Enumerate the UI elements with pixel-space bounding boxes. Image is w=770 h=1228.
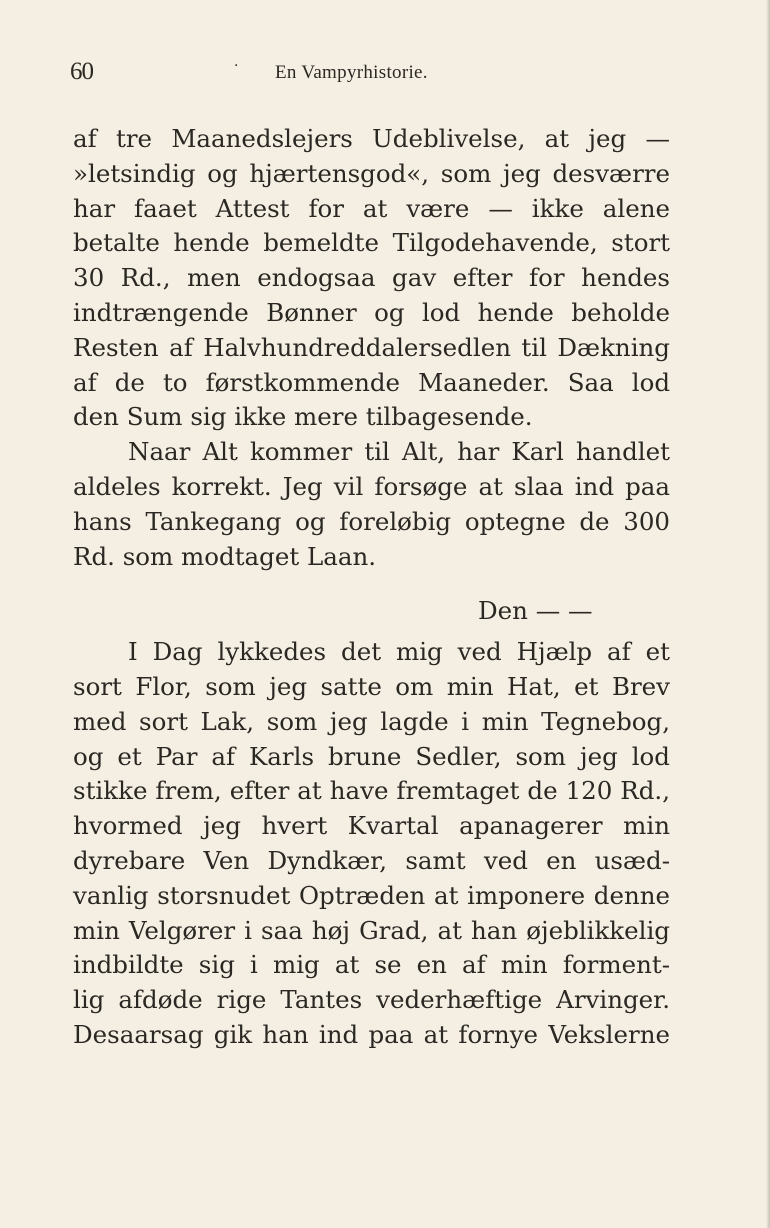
running-title: En Vampyrhistorie. bbox=[275, 62, 428, 83]
text-line: den Sum sig ikke mere tilbagesende. bbox=[73, 402, 533, 432]
text-line: af de to førstkommende Maaneder. Saa lod bbox=[73, 367, 670, 397]
page-edge bbox=[766, 0, 770, 1228]
text-line: af tre Maanedslejers Udeblivelse, at jeg — bbox=[73, 124, 670, 153]
text-line: indtrængende Bønner og lod hende beholde bbox=[73, 297, 670, 327]
text-line: og et Par af Karls brune Sedler, som jeg lod bbox=[73, 741, 670, 771]
text-line: hvormed jeg hvert Kvartal apanagerer min bbox=[73, 811, 670, 841]
text-line: Resten af Halvhundreddalersedlen til Dækning bbox=[73, 332, 670, 362]
body-text bbox=[73, 122, 670, 1053]
text-line: dyrebare Ven Dyndkær, samt ved en usæd- bbox=[73, 845, 670, 875]
text-line: 30 Rd., men endogsaa gav efter for hendes bbox=[73, 263, 670, 293]
text-line: stikke frem, efter at have fremtaget de 120 Rd., bbox=[73, 776, 670, 806]
section-date-heading: Den — — bbox=[478, 596, 593, 626]
text-line: »letsindig og hjærtensgod«, som jeg desværre bbox=[73, 158, 670, 188]
text-line: Naar Alt kommer til Alt, har Karl handlet bbox=[128, 437, 670, 467]
text-line: med sort Lak, som jeg lagde i min Tegnebog, bbox=[73, 706, 670, 736]
text-line: betalte hende bemeldte Tilgodehavende, stort bbox=[73, 228, 670, 258]
text-line: har faaet Attest for at være — ikke alene bbox=[73, 193, 670, 223]
header-separator: · bbox=[234, 58, 239, 74]
text-line: Desaarsag gik han ind paa at fornye Vekslerne bbox=[73, 1019, 670, 1049]
text-line: vanlig storsnudet Optræden at imponere denne bbox=[73, 880, 670, 910]
text-line: I Dag lykkedes det mig ved Hjælp af et bbox=[128, 637, 670, 667]
text-line: min Velgører i saa høj Grad, at han øjeblikkelig bbox=[73, 915, 670, 945]
text-line: sort Flor, som jeg satte om min Hat, et Brev bbox=[73, 671, 670, 701]
text-line: aldeles korrekt. Jeg vil forsøge at slaa ind paa bbox=[73, 471, 670, 501]
text-line: lig afdøde rige Tantes vederhæftige Arvinger. bbox=[73, 985, 670, 1015]
text-line: Rd. som modtaget Laan. bbox=[73, 541, 377, 571]
page-header bbox=[70, 58, 670, 94]
text-line: hans Tankegang og foreløbig optegne de 300 bbox=[73, 506, 670, 536]
page-number: 60 bbox=[70, 58, 93, 85]
text-line: indbildte sig i mig at se en af min forment- bbox=[73, 950, 670, 980]
